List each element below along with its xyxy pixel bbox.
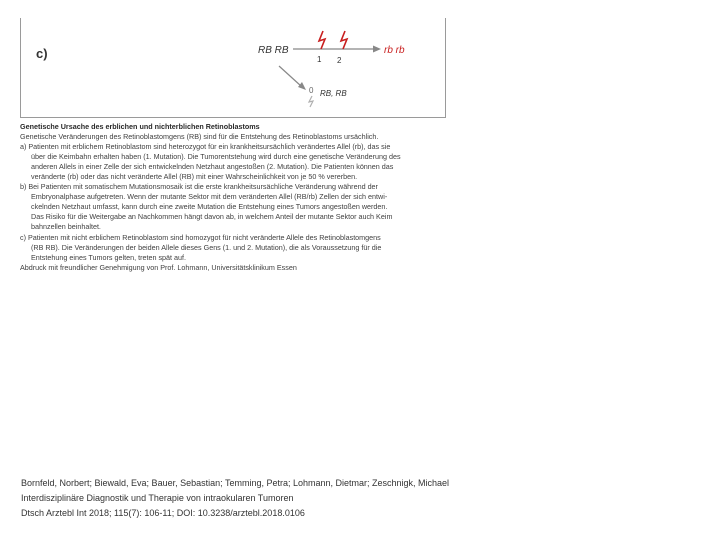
main-arrow-head [373,46,381,53]
genotype-start: RB RB [258,45,289,56]
caption-line: Entstehung eines Tumors gelten, treten spät auf. [31,252,187,262]
citation [21,476,701,521]
branch-arrow-head [298,82,306,90]
caption-line: ckelnden Netzhaut umfasst, kann durch eine zweite Mutation die Entstehung eines Tumors angestoßen werden. [31,202,388,212]
caption-line: b) Bei Patienten mit somatischem Mutationsmosaik ist die erste krankheitsursächliche Veränderung während der [20,182,378,192]
figure-caption [20,122,450,273]
caption-line: Das Risiko für die Weitergabe an Nachkommen hängt davon ab, in welchem Anteil der mutante Sektor auch Keim [31,212,393,222]
mutation-1-label: 1 [317,55,322,64]
lightning-faint-icon [309,96,313,107]
caption-line: c) Patienten mit nicht erblichem Retinoblastom sind homozygot für nicht veränderte Allele des Retinoblastomgens [20,232,381,242]
genotype-branch: RB, RB [320,89,347,98]
caption-line: Embryonalphase aufgetreten. Wenn der mutante Sektor mit dem veränderten Allel (RB/rb) Zellen der sich entwi- [31,192,388,202]
panel-label: c) [36,46,48,61]
caption-title: Genetische Ursache des erblichen und nichterblichen Retinoblastoms [20,122,260,131]
figure-panel [20,18,446,118]
caption-line: veränderte (rb) oder das nicht veränderte Allel (RB) mit einer Wahrscheinlichkeit von je 50 % vererben. [31,172,358,182]
genotype-end: rb rb [384,45,405,56]
branch-arrow-line [279,66,301,86]
caption-line: anderen Allels in einer Zelle der sich entwickelnden Netzhaut angestoßen (2. Mutation). Die Patienten können das [31,162,394,172]
caption-line: bahnzellen beinhaltet. [31,222,101,232]
caption-line: Genetische Veränderungen des Retinoblastomgens (RB) sind für die Entstehung des Retinoblastoms ursächlich. [20,132,379,142]
mutation-2-label: 2 [337,56,342,65]
caption-credit: Abdruck mit freundlicher Genehmigung von Prof. Lohmann, Universitätsklinikum Essen [20,262,297,272]
citation-reference: Dtsch Arztebl Int 2018; 115(7): 106-11; DOI: 10.3238/arztebl.2018.0106 [21,508,305,518]
caption-line: a) Patienten mit erblichem Retinoblastom sind heterozygot für ein krankheitsursächlich verändertes Allel (rb), das sie [20,142,391,152]
citation-authors: Bornfeld, Norbert; Biewald, Eva; Bauer, Sebastian; Temming, Petra; Lohmann, Dietmar; Zeschnigk, Michael [21,478,450,488]
lightning-icon [341,31,347,49]
caption-line: über die Keimbahn erhalten haben (1. Mutation). Die Tumorentstehung wird durch eine genetische Veränderung des [31,152,401,162]
caption-line: (RB RB). Die Veränderungen der beiden Allele dieses Gens (1. und 2. Mutation), die als Voraussetzung für die [31,242,382,252]
mutation-diagram [21,18,447,118]
branch-marker: 0 [309,86,314,95]
citation-title: Interdisziplinäre Diagnostik und Therapie von intraokularen Tumoren [21,493,294,503]
lightning-icon [319,31,325,49]
